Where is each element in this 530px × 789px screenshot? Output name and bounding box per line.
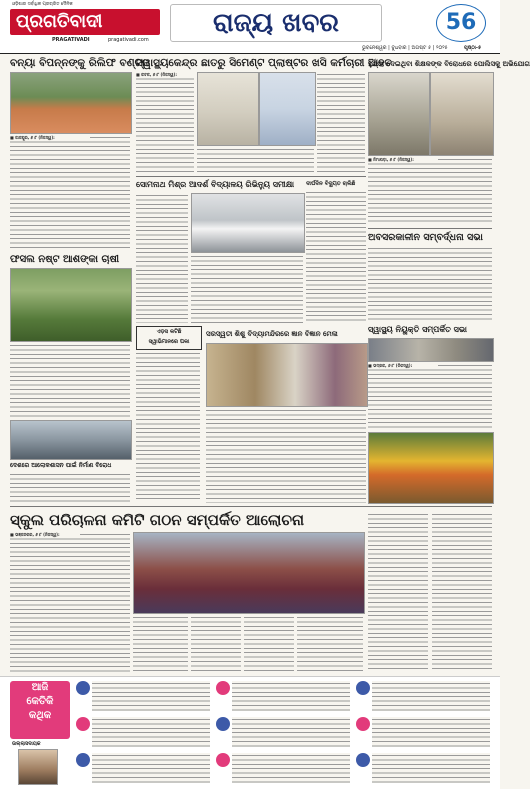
article-hospital-body-2 <box>197 147 314 172</box>
site-url: pragativadi.com <box>108 37 149 43</box>
article-hospital-body-1 <box>136 72 194 172</box>
horoscope-text <box>92 681 210 711</box>
horoscope-text <box>232 717 350 747</box>
tagline: ଓଡ଼ିଶାର ସର୍ବାଧିକ ପ୍ରଚାରିତ ଦୈନିକ <box>12 2 73 7</box>
article-school-body-2 <box>191 254 303 323</box>
article-health-body <box>368 363 492 428</box>
promo-sub: ଉଲ୍ଲାସଦାୟକ <box>12 741 41 747</box>
anniversary-badge: 56 <box>436 4 486 42</box>
zodiac-icon <box>76 753 90 767</box>
article-hospital-body-3 <box>317 72 365 172</box>
article-aids-body <box>136 351 200 501</box>
headline-teacher <box>368 60 530 69</box>
promo-portrait <box>18 749 58 785</box>
article-committee-body-1 <box>10 532 130 672</box>
article-school-body-1 <box>136 193 188 323</box>
promo-strip <box>0 676 500 789</box>
dateline-relief: ■ ଜାଜପୁର, ୬।୮ (ନିଜସ୍ୱ): <box>10 135 90 140</box>
photo-crop <box>10 268 132 342</box>
logo-text: ପ୍ରଗତିବାଦୀ <box>16 11 103 32</box>
horoscope-text <box>92 717 210 747</box>
photo-science-fair <box>206 343 368 407</box>
horoscope-text <box>92 753 210 783</box>
divider <box>368 228 492 229</box>
promo-box <box>10 681 70 739</box>
article-teacher-body <box>368 157 492 225</box>
page-number: ପୃଷ୍ଠା-୫ <box>464 45 482 51</box>
horoscope-text <box>372 753 490 783</box>
headline-aids-1: ଏଡ଼ସ କଟିଛି <box>156 329 182 335</box>
headline-school-committee: ସ୍କୁଲ ପରିଚାଳନା କମିଟି ଗଠନ ସମ୍ପର୍କିତ ଆଲୋଚନା <box>10 511 305 529</box>
dateline-hospital: ■ କଟକ, ୬।୮ (ନିଜସ୍ୱ): <box>136 72 194 77</box>
logo <box>10 9 160 35</box>
promo-line-2: କେତିକି <box>26 696 54 707</box>
photo-hospital-1 <box>197 72 259 146</box>
zodiac-icon <box>216 681 230 695</box>
photo-police-1 <box>368 72 430 156</box>
divider <box>136 176 366 177</box>
promo-line-1: ଆଜି <box>31 682 49 693</box>
horoscope-text <box>372 717 490 747</box>
photo-relief <box>10 72 132 134</box>
article-lighting-body <box>10 472 130 502</box>
photo-police-2 <box>430 72 494 156</box>
headline-health-meeting: ସ୍ୱାସ୍ଥ୍ୟ ନିୟୁକ୍ତି ସମ୍ପର୍କିତ ସଭା <box>368 325 467 334</box>
headline-teacher-text: ହୁଣ୍ଡା ଦେଇଥିବା ଶିକ୍ଷକଙ୍କ ବିରୋଧରେ ପୋଲିସକୁ ଅଭିଯୋଗ <box>368 60 530 68</box>
photo-hospital-2 <box>259 72 316 146</box>
zodiac-icon <box>216 717 230 731</box>
section-title: ରାଜ୍ୟ ଖବର <box>170 4 382 42</box>
article-committee-body-3 <box>191 615 241 673</box>
zodiac-icon <box>76 717 90 731</box>
headline-hospital: ସ୍ୱାସ୍ଥ୍ୟକେନ୍ଦ୍ର ଛାତରୁ ସିମେଣ୍ଟ ପ୍ଲାଷ୍ଟର ଖସି କର୍ମଚାରୀ ଆହତ <box>136 57 392 69</box>
zodiac-icon <box>356 681 370 695</box>
headline-science-fair: ସରସ୍ୱତୀ ଶିଶୁ ବିଦ୍ୟାମନ୍ଦିରରେ ଜ୍ଞାନ ବିଜ୍ଞାନ ମେଳା <box>206 330 338 338</box>
horoscope-text <box>232 681 350 711</box>
photo-committee <box>133 532 365 614</box>
headline-lighting: ଦେଶରେ ଆଲୋକଶାସନ ପାଇଁ ନିର୍ମାଣ ବିରୋଧ <box>10 462 112 469</box>
article-science-body <box>206 408 366 503</box>
zodiac-icon <box>356 717 370 731</box>
horoscope-text <box>232 753 350 783</box>
horoscope-text <box>372 681 490 711</box>
article-right-bottom-2 <box>432 512 492 672</box>
photo-meeting-left <box>10 420 132 460</box>
headline-relief: ବନ୍ୟା ବିପନ୍ନଙ୍କୁ ରିଲିଫ ବଣ୍ଟନ <box>10 57 150 69</box>
headline-felicitation: ଅବସରକାଳୀନ ସମ୍ବର୍ଦ୍ଧନା ସଭା <box>368 232 483 243</box>
dateline-teacher: ■ ନିମାପଡ଼ା, ୬।୮ (ନିଜସ୍ୱ): <box>368 157 438 162</box>
article-committee-body-5 <box>297 615 363 673</box>
date-line: ଭୁବନେଶ୍ୱର | ବୁଧବାର | ଅଗଷ୍ଟ ୫ | ୨୦୨୫ <box>362 45 448 51</box>
dateline-health: ■ ଭଦ୍ରକ, ୬।୮ (ନିଜସ୍ୱ): <box>368 363 438 368</box>
headline-electricity: ଦୀର୍ଘଦିନ ବିଦ୍ୟୁତ ଚାଲିଛି <box>306 181 356 187</box>
zodiac-icon <box>356 753 370 767</box>
promo-line-3: କଥିକ <box>28 710 52 721</box>
article-relief-body <box>10 135 130 250</box>
photo-health-meeting <box>368 338 494 362</box>
article-felicitation-body <box>368 246 492 321</box>
article-crop-body <box>10 343 130 418</box>
zodiac-icon <box>76 681 90 695</box>
article-electricity-body <box>306 190 366 323</box>
horoscope-grid <box>76 681 492 785</box>
divider <box>10 506 492 507</box>
headline-aids-2: ସ୍ୱାଭିମାନରେ ପକା <box>148 339 190 345</box>
dateline-committee: ■ ଭଞ୍ଜନଗର, ୬।୮ (ନିଜସ୍ୱ): <box>10 532 80 537</box>
headline-crop: ଫସଲ ନଷ୍ଟ ଆଶଙ୍କା ଚାଷୀ <box>10 254 120 265</box>
photo-flowers <box>368 432 494 504</box>
article-committee-body-2 <box>133 615 188 673</box>
headline-school-review: ସୋମନାଥ ମିଶ୍ର ଆଦର୍ଶ ବିଦ୍ୟାଳୟ ରିଭିନ୍ୟୁ ସମୀକ୍ଷା <box>136 180 295 189</box>
zodiac-icon <box>216 753 230 767</box>
headline-aids-box <box>136 326 202 350</box>
masthead <box>0 0 500 54</box>
photo-school-review <box>191 193 305 253</box>
article-right-bottom-1 <box>368 512 428 672</box>
article-committee-body-4 <box>244 615 294 673</box>
logo-sub: PRAGATIVADI <box>52 37 90 43</box>
